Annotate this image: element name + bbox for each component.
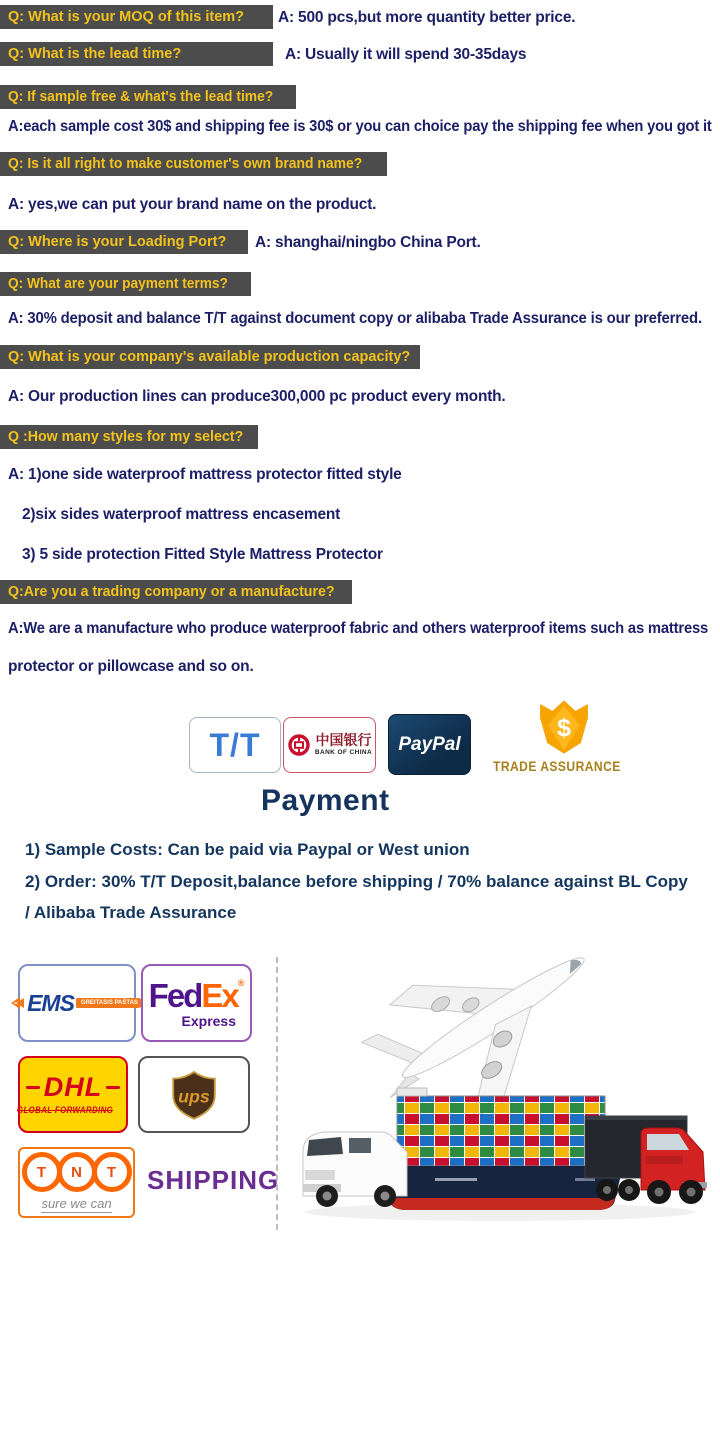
- faq-question-text: Q: What are your payment terms?: [8, 276, 228, 292]
- svg-text:ups: ups: [178, 1085, 210, 1106]
- faq-question-text: Q: Is it all right to make customer's own brand name?: [8, 156, 363, 172]
- faq-question-bar: [0, 152, 387, 176]
- fedex-express-label: Express: [181, 1012, 236, 1029]
- dhl-stripe: [26, 1086, 40, 1089]
- faq-question-text: Q: What is the lead time?: [8, 46, 182, 62]
- faq-answer: A: 500 pcs,but more quantity better price.: [278, 9, 576, 26]
- faq-question-text: Q:Are you a trading company or a manufacture?: [8, 584, 335, 600]
- tt-label: T/T: [209, 726, 261, 763]
- bank-of-china-cn-label: 中国银行: [315, 732, 372, 749]
- faq-answer: A:each sample cost 30$ and shipping fee is 30$ or you can choice pay the shipping fee when you got it: [8, 118, 712, 135]
- faq-question-bar: [0, 345, 420, 369]
- dhl-label: DHL: [43, 1072, 103, 1102]
- tnt-letter-circle: T: [22, 1152, 62, 1192]
- faq-answer: protector or pillowcase and so on.: [8, 658, 254, 675]
- tnt-tagline: sure we can: [41, 1196, 112, 1211]
- ups-logo: [138, 1056, 250, 1133]
- fedex-registered-mark: ®: [237, 977, 245, 988]
- faq-answer: A: yes,we can put your brand name on the product.: [8, 196, 377, 213]
- bank-of-china-en-label: BANK OF CHINA: [314, 748, 373, 756]
- payment-section-title: Payment: [261, 784, 390, 817]
- ups-shield-icon: [168, 1066, 220, 1124]
- faq-answer: A: Usually it will spend 30-35days: [285, 46, 527, 63]
- faq-question-bar: [0, 230, 248, 254]
- payment-note: / Alibaba Trade Assurance: [25, 903, 237, 922]
- faq-question-text: Q: What is your company's available production capacity?: [8, 349, 411, 365]
- faq-question-bar: [0, 42, 273, 66]
- dhl-tagline: GLOBAL FORWARDING: [17, 1105, 114, 1115]
- paypal-logo: [388, 714, 471, 775]
- truck-icon: [585, 1116, 707, 1204]
- tt-payment-logo: [189, 717, 281, 773]
- faq-answer: A: shanghai/ningbo China Port.: [255, 234, 481, 251]
- faq-question-bar: [0, 425, 258, 449]
- fedex-ex-label: Ex: [201, 976, 238, 1014]
- tnt-logo: [18, 1147, 135, 1218]
- faq-question-text: Q: If sample free & what's the lead time?: [8, 89, 274, 105]
- ems-wings-icon: [11, 994, 25, 1012]
- faq-answer: 3) 5 side protection Fitted Style Mattress Protector: [22, 546, 383, 563]
- bank-of-china-icon: [287, 733, 311, 757]
- dhl-stripe: [106, 1086, 120, 1089]
- vertical-dashed-divider: [276, 957, 278, 1230]
- faq-answer: A: 30% deposit and balance T/T against document copy or alibaba Trade Assurance is our preferred.: [8, 310, 702, 327]
- van-icon: [303, 1132, 407, 1207]
- trade-assurance-logo: [492, 697, 628, 774]
- faq-question-text: Q :How many styles for my select?: [8, 429, 244, 445]
- payment-note: 1) Sample Costs: Can be paid via Paypal or West union: [25, 840, 470, 859]
- faq-answer: A: 1)one side waterproof mattress protector fitted style: [8, 466, 402, 483]
- faq-question-text: Q: What is your MOQ of this item?: [8, 9, 245, 25]
- shipping-section-title: SHIPPING: [147, 1165, 280, 1195]
- faq-answer: A: Our production lines can produce300,000 pc product every month.: [8, 388, 506, 405]
- faq-question-bar: [0, 5, 273, 29]
- faq-question-text: Q: Where is your Loading Port?: [8, 234, 227, 250]
- paypal-label: PayPal: [398, 733, 461, 755]
- tnt-letter-circle: T: [92, 1152, 132, 1192]
- fedex-fed-label: Fed: [148, 976, 202, 1014]
- trade-assurance-castle-icon: [533, 697, 595, 757]
- ems-logo: [18, 964, 136, 1042]
- faq-answer: 2)six sides waterproof mattress encasement: [22, 506, 341, 523]
- faq-question-bar: [0, 272, 251, 296]
- shipping-collage-illustration: [285, 938, 715, 1230]
- trade-assurance-label: TRADE ASSURANCE: [492, 759, 621, 774]
- bank-of-china-logo: [283, 717, 376, 773]
- faq-question-bar: [0, 85, 296, 109]
- svg-text:$: $: [557, 714, 571, 742]
- fedex-logo: [141, 964, 252, 1042]
- dhl-logo: [18, 1056, 128, 1133]
- faq-answer: A:We are a manufacture who produce waterproof fabric and others waterproof items such as mattress: [8, 620, 709, 637]
- tnt-letter-circle: N: [57, 1152, 97, 1192]
- ems-tagline: GREITASIS PAŠTAS: [76, 998, 143, 1008]
- ems-label: EMS: [27, 989, 74, 1016]
- faq-question-bar: [0, 580, 352, 604]
- payment-note: 2) Order: 30% T/T Deposit,balance before shipping / 70% balance against BL Copy: [25, 872, 688, 891]
